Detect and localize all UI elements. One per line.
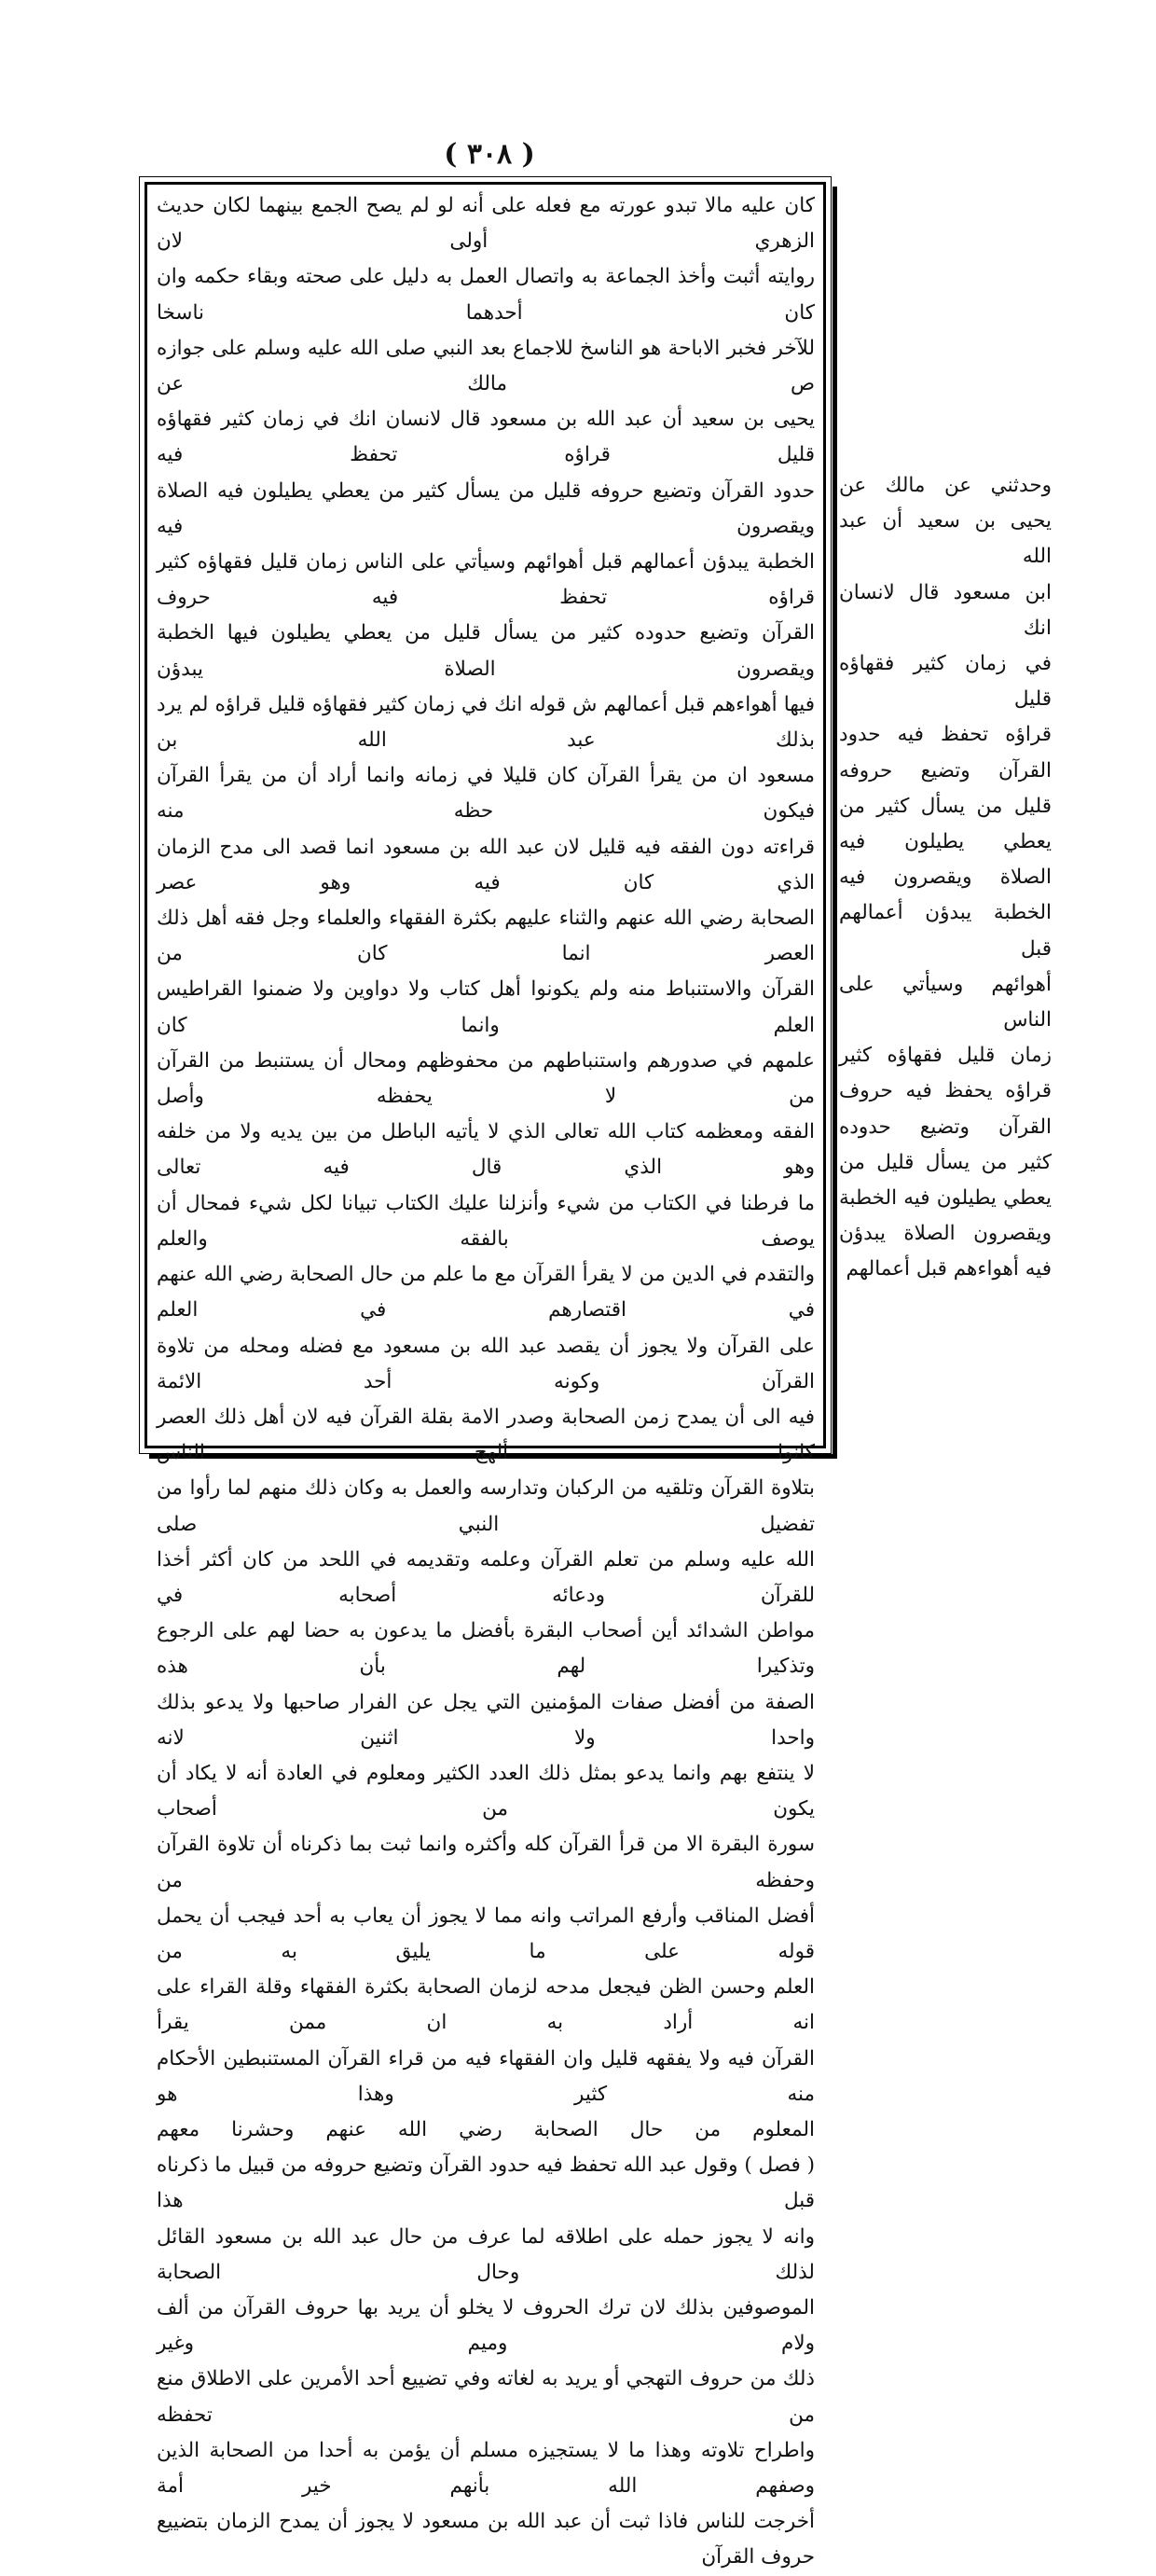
main-text-line: الصحابة رضي الله عنهم والثناء عليهم بكثرة الفقهاء والعلماء وجل فقه أهل ذلك العصر انما كان من (157, 907, 815, 966)
main-text-line: واطراح تلاوته وهذا ما لا يستجيزه مسلم أن يؤمن به أحدا من الصحابة الذين وصفهم الله بأنهم خير أمة (157, 2438, 815, 2498)
margin-text-line: في زمان كثير فقهاؤه قليل (839, 652, 1052, 712)
main-text-line: مسعود ان من يقرأ القرآن كان قليلا في زمانه وانما أراد أن من يقرأ القرآن فيكون حظه منه (157, 764, 815, 824)
main-text-line: المعلوم من حال الصحابة رضي الله عنهم وحشرنا معهم (157, 2117, 815, 2141)
margin-text-line: فيه أهواءهم قبل أعمالهم (846, 1257, 1052, 1281)
margin-text-line: القرآن وتضيع حدوده (839, 1115, 1052, 1139)
margin-text-line: ابن مسعود قال لانسان انك (839, 580, 1052, 640)
main-text-line: العلم وحسن الظن فيجعل مدحه لزمان الصحابة بكثرة الفقهاء وقلة القراء على انه أراد به ان ممن يقرأ (157, 1975, 815, 2035)
margin-text-line: قراؤه يحفظ فيه حروف (839, 1079, 1052, 1103)
main-text-line: الله عليه وسلم من تعلم القرآن وعلمه وتقديمه في اللحد من كان أكثر أخذا للقرآن ودعائه أصحابه في (157, 1547, 815, 1607)
main-text-line: بتلاوة القرآن وتلقيه من الركبان وتدارسه والعمل به وكان ذلك منهم لما رأوا من تفضيل النبي صلى (157, 1476, 815, 1536)
main-text-line: الصفة من أفضل صفات المؤمنين التي يجل عن الفرار صاحبها ولا يدعو بذلك واحدا ولا اثنين لانه (157, 1690, 815, 1750)
main-text-line: مواطن الشدائد أين أصحاب البقرة بأفضل ما يدعون به حضا لهم على الرجوع وتذكيرا لهم بأن هذه (157, 1619, 815, 1679)
margin-text-line: كثير من يسأل قليل من (839, 1150, 1052, 1174)
main-text-line: للآخر فخبر الاباحة هو الناسخ للاجماع بعد النبي صلى الله عليه وسلم على جوازه ص مالك عن (157, 336, 815, 396)
margin-text-line: الخطبة يبدؤن أعمالهم قبل (839, 901, 1052, 961)
main-text-line: يحيى بن سعيد أن عبد الله بن مسعود قال لانسان انك في زمان كثير فقهاؤه قليل قراؤه تحفظ فيه (157, 408, 816, 467)
margin-text-line: ويقصرون الصلاة يبدؤن (839, 1222, 1052, 1246)
main-text-line: ذلك من حروف التهجي أو يريد به لغاته وفي تضييع أحد الأمرين على الاطلاق منع من تحفظه (157, 2367, 815, 2427)
margin-text-line: قليل من يسأل كثير من (839, 794, 1052, 818)
margin-text-line: الصلاة ويقصرون فيه (839, 866, 1052, 890)
main-text-line: روايته أثبت وأخذ الجماعة به واتصال العمل به دليل على صحته وبقاء حكمه وان كان أحدهما ناسخا (157, 265, 815, 325)
margin-hadith-text (839, 468, 1052, 1288)
main-text-line: الخطبة يبدؤن أعمالهم قبل أهوائهم وسيأتي على الناس زمان قليل فقهاؤه كثير قراؤه تحفظ فيه حروف (157, 550, 815, 610)
main-text-line: فيه الى أن يمدح زمن الصحابة وصدر الامة بقلة القرآن فيه لان أهل ذلك العصر كانوا ألهج الناس (157, 1405, 815, 1465)
margin-text-line: يحيى بن سعيد أن عبد الله (839, 509, 1052, 569)
margin-text-line: وحدثني عن مالك عن (839, 474, 1052, 497)
main-text-line: ما فرطنا في الكتاب من شيء وأنزلنا عليك الكتاب تبيانا لكل شيء فمحال أن يوصف بالفقه والعلم (157, 1191, 815, 1251)
main-text-line: الموصوفين بذلك لان ترك الحروف لا يخلو أن يريد بها حروف القرآن من ألف ولام وميم وغير (157, 2295, 815, 2356)
main-text-line: والتقدم في الدين من لا يقرأ القرآن مع ما علم من حال الصحابة رضي الله عنهم في اقتصارهم في العلم (157, 1263, 815, 1323)
margin-text-line: زمان قليل فقهاؤه كثير (839, 1044, 1052, 1068)
frame-shadow-right (833, 187, 837, 1457)
page-number: ( ٣٠٨ ) (444, 138, 535, 171)
main-text-line: القرآن فيه ولا يفقهه قليل وان الفقهاء فيه من قراء القرآن المستنبطين الأحكام منه كثير وهذا هو (157, 2046, 815, 2106)
main-text-line: القرآن وتضيع حدوده كثير من يسأل قليل من يعطي يطيلون فيها الخطبة ويقصرون الصلاة يبدؤن (157, 621, 815, 681)
main-text-line: القرآن والاستنباط منه ولم يكونوا أهل كتاب ولا دواوين ولا ضمنوا القراطيس العلم وانما كان (157, 977, 815, 1037)
main-text-line: حدود القرآن وتضيع حروفه قليل من يسأل كثير من يعطي يطيلون فيه الصلاة ويقصرون فيه (157, 478, 815, 538)
main-text-line: فيها أهواءهم قبل أعمالهم ش قوله انك في زمان كثير فقهاؤه قليل قراؤه لم يرد بذلك عبد الله بن (157, 692, 815, 753)
margin-text-line: أهوائهم وسيأتي على الناس (839, 972, 1052, 1032)
margin-text-line: يعطي يطيلون فيه الخطبة (839, 1186, 1052, 1211)
main-text-line: وانه لا يجوز حمله على اطلاقه لما عرف من حال عبد الله بن مسعود القائل لذلك وحال الصحابة (157, 2224, 815, 2284)
main-text-line: الفقه ومعظمه كتاب الله تعالى الذي لا يأتيه الباطل من بين يديه ولا من خلفه وهو الذي قال فيه تعالى (157, 1120, 815, 1180)
margin-text-line: قراؤه تحفظ فيه حدود (839, 723, 1052, 747)
main-text-line: علمهم في صدورهم واستنباطهم من محفوظهم ومحال أن يستنبط من القرآن من لا يحفظه وأصل (157, 1048, 815, 1109)
margin-text-line: القرآن وتضيع حروفه (839, 758, 1052, 782)
main-text-line: لا ينتفع بهم وانما يدعو بمثل ذلك العدد الكثير ومعلوم في العادة أنه لا يكاد أن يكون من أصحاب (157, 1761, 815, 1821)
main-text-line: ( فصل ) وقول عبد الله تحفظ فيه حدود القرآن وتضيع حروفه من قبيل ما ذكرناه قبل هذا (157, 2154, 815, 2213)
main-text-line: قراءته دون الفقه فيه قليل لان عبد الله بن مسعود انما قصد الى مدح الزمان الذي كان فيه وهو عصر (157, 835, 815, 894)
main-text-line: أفضل المناقب وأرفع المراتب وانه مما لا يجوز أن يعاب به أحد فيجب أن يحمل قوله على ما يليق به من (157, 1904, 815, 1963)
main-text-line: كان عليه مالا تبدو عورته مع فعله على أنه لو لم يصح الجمع بينهما لكان حديث الزهري أولى لان (157, 194, 815, 254)
margin-text-line: يعطي يطيلون فيه (839, 830, 1052, 854)
commentary-text-block (157, 188, 816, 2569)
main-text-line: على القرآن ولا يجوز أن يقصد عبد الله بن مسعود مع فضله ومحله من تلاوة القرآن وكونه أحد الائمة (157, 1334, 815, 1393)
main-text-line: أخرجت للناس فاذا ثبت أن عبد الله بن مسعود لا يجوز أن يمدح الزمان بتضييع حروف القرآن (157, 2510, 815, 2569)
main-text-line: سورة البقرة الا من قرأ القرآن كله وأكثره وانما ثبت بما ذكرناه أن تلاوة القرآن وحفظه من (157, 1833, 815, 1892)
